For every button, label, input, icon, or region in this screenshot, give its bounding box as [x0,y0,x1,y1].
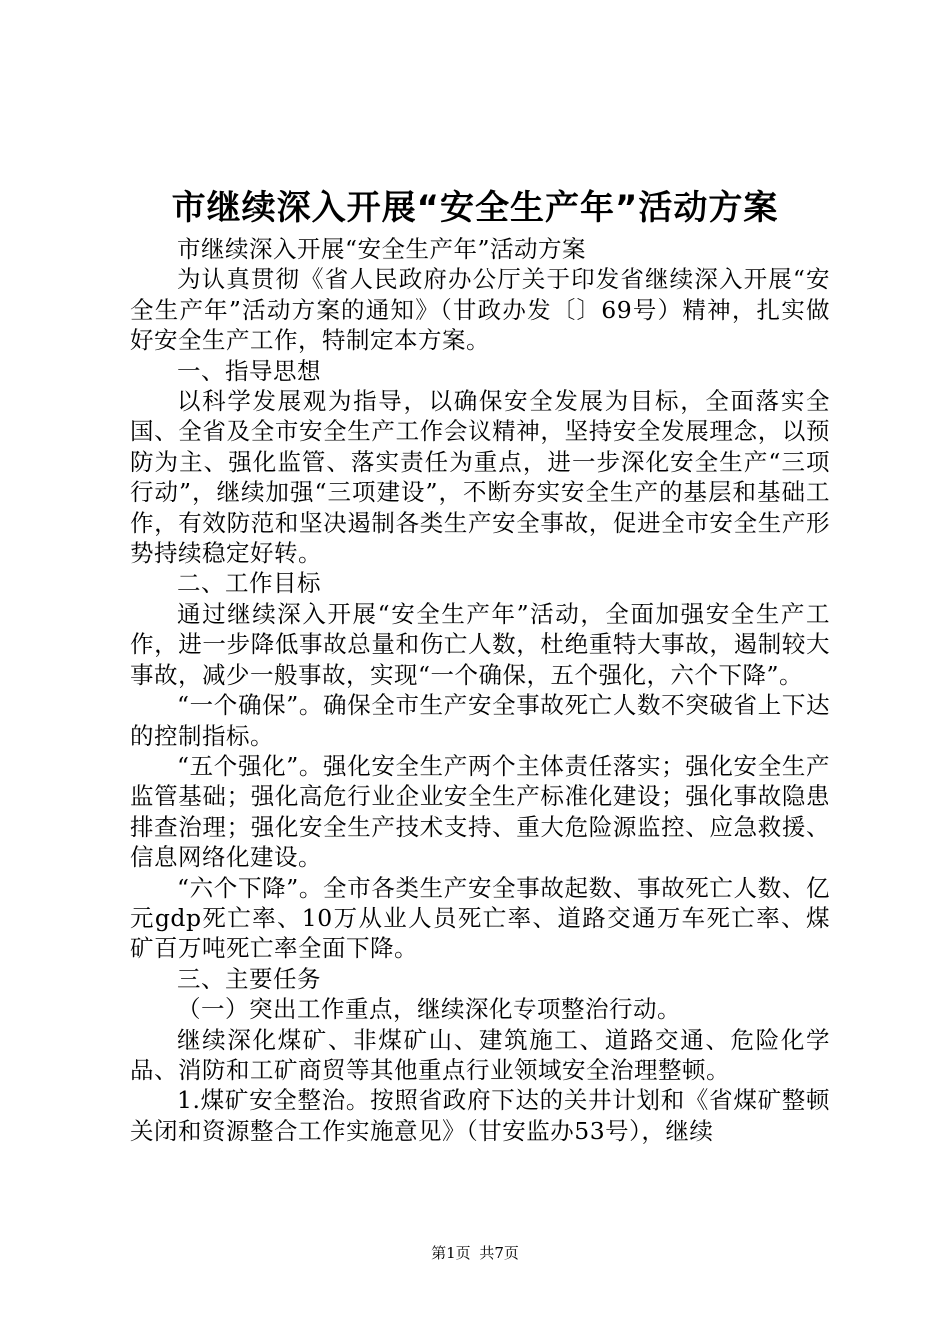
section-heading-guiding-thought: 一、指导思想 [177,356,321,385]
page-number: 第1页 [431,1244,471,1262]
document-body [130,234,830,1146]
paragraph-special-rectification: 继续深化煤矿、非煤矿山、建筑施工、道路交通、危险化学品、消防和工矿商贸等其他重点行业领域安全治理整顿。 [130,1025,830,1084]
paragraph-subtitle: 市继续深入开展“安全生产年”活动方案 [177,235,587,263]
section-heading-main-tasks: 三、主要任务 [177,964,321,993]
section-heading-work-goals: 二、工作目标 [177,569,321,598]
paragraph-five-strengthen: “五个强化”。强化安全生产两个主体责任落实；强化安全生产监管基础；强化高危行业企业安全生产标准化建设；强化事故隐患排查治理；强化安全生产技术支持、重大危险源监控、应急救援、信息网络化建设。 [130,751,830,872]
paragraph-coal-mine-safety: 1.煤矿安全整治。按照省政府下达的关井计划和《省煤矿整顿关闭和资源整合工作实施意见》（甘安监办53号），继续 [130,1086,830,1145]
paragraph-guiding-thought: 以科学发展观为指导，以确保安全发展为目标，全面落实全国、全省及全市安全生产工作会议精神，坚持安全发展理念，以预防为主、强化监管、落实责任为重点，进一步深化安全生产“三项行动”，继续加强“三项建设”，不断夯实安全生产的基层和基础工作，有效防范和坚决遏制各类生产安全事故，促进全市安全生产形势持续稳定好转。 [130,387,830,568]
page-footer [0,1243,950,1263]
paragraph-one-ensure: “一个确保”。确保全市生产安全事故死亡人数不突破省上下达的控制指标。 [130,691,830,750]
page-total: 共7页 [479,1244,519,1262]
document-title: 市继续深入开展“安全生产年”活动方案 [171,188,779,228]
subsection-heading-1: （一）突出工作重点，继续深化专项整治行动。 [177,995,681,1024]
paragraph-intro: 为认真贯彻《省人民政府办公厅关于印发省继续深入开展“安全生产年”活动方案的通知》（甘政办发〔〕69号）精神，扎实做好安全生产工作，特制定本方案。 [130,265,830,355]
paragraph-six-decrease: “六个下降”。全市各类生产安全事故起数、事故死亡人数、亿元gdp死亡率、10万从业人员死亡率、道路交通万车死亡率、煤矿百万吨死亡率全面下降。 [130,873,830,963]
paragraph-work-goals: 通过继续深入开展“安全生产年”活动，全面加强安全生产工作，进一步降低事故总量和伤亡人数，杜绝重特大事故，遏制较大事故，减少一般事故，实现“一个确保，五个强化，六个下降”。 [130,599,830,689]
